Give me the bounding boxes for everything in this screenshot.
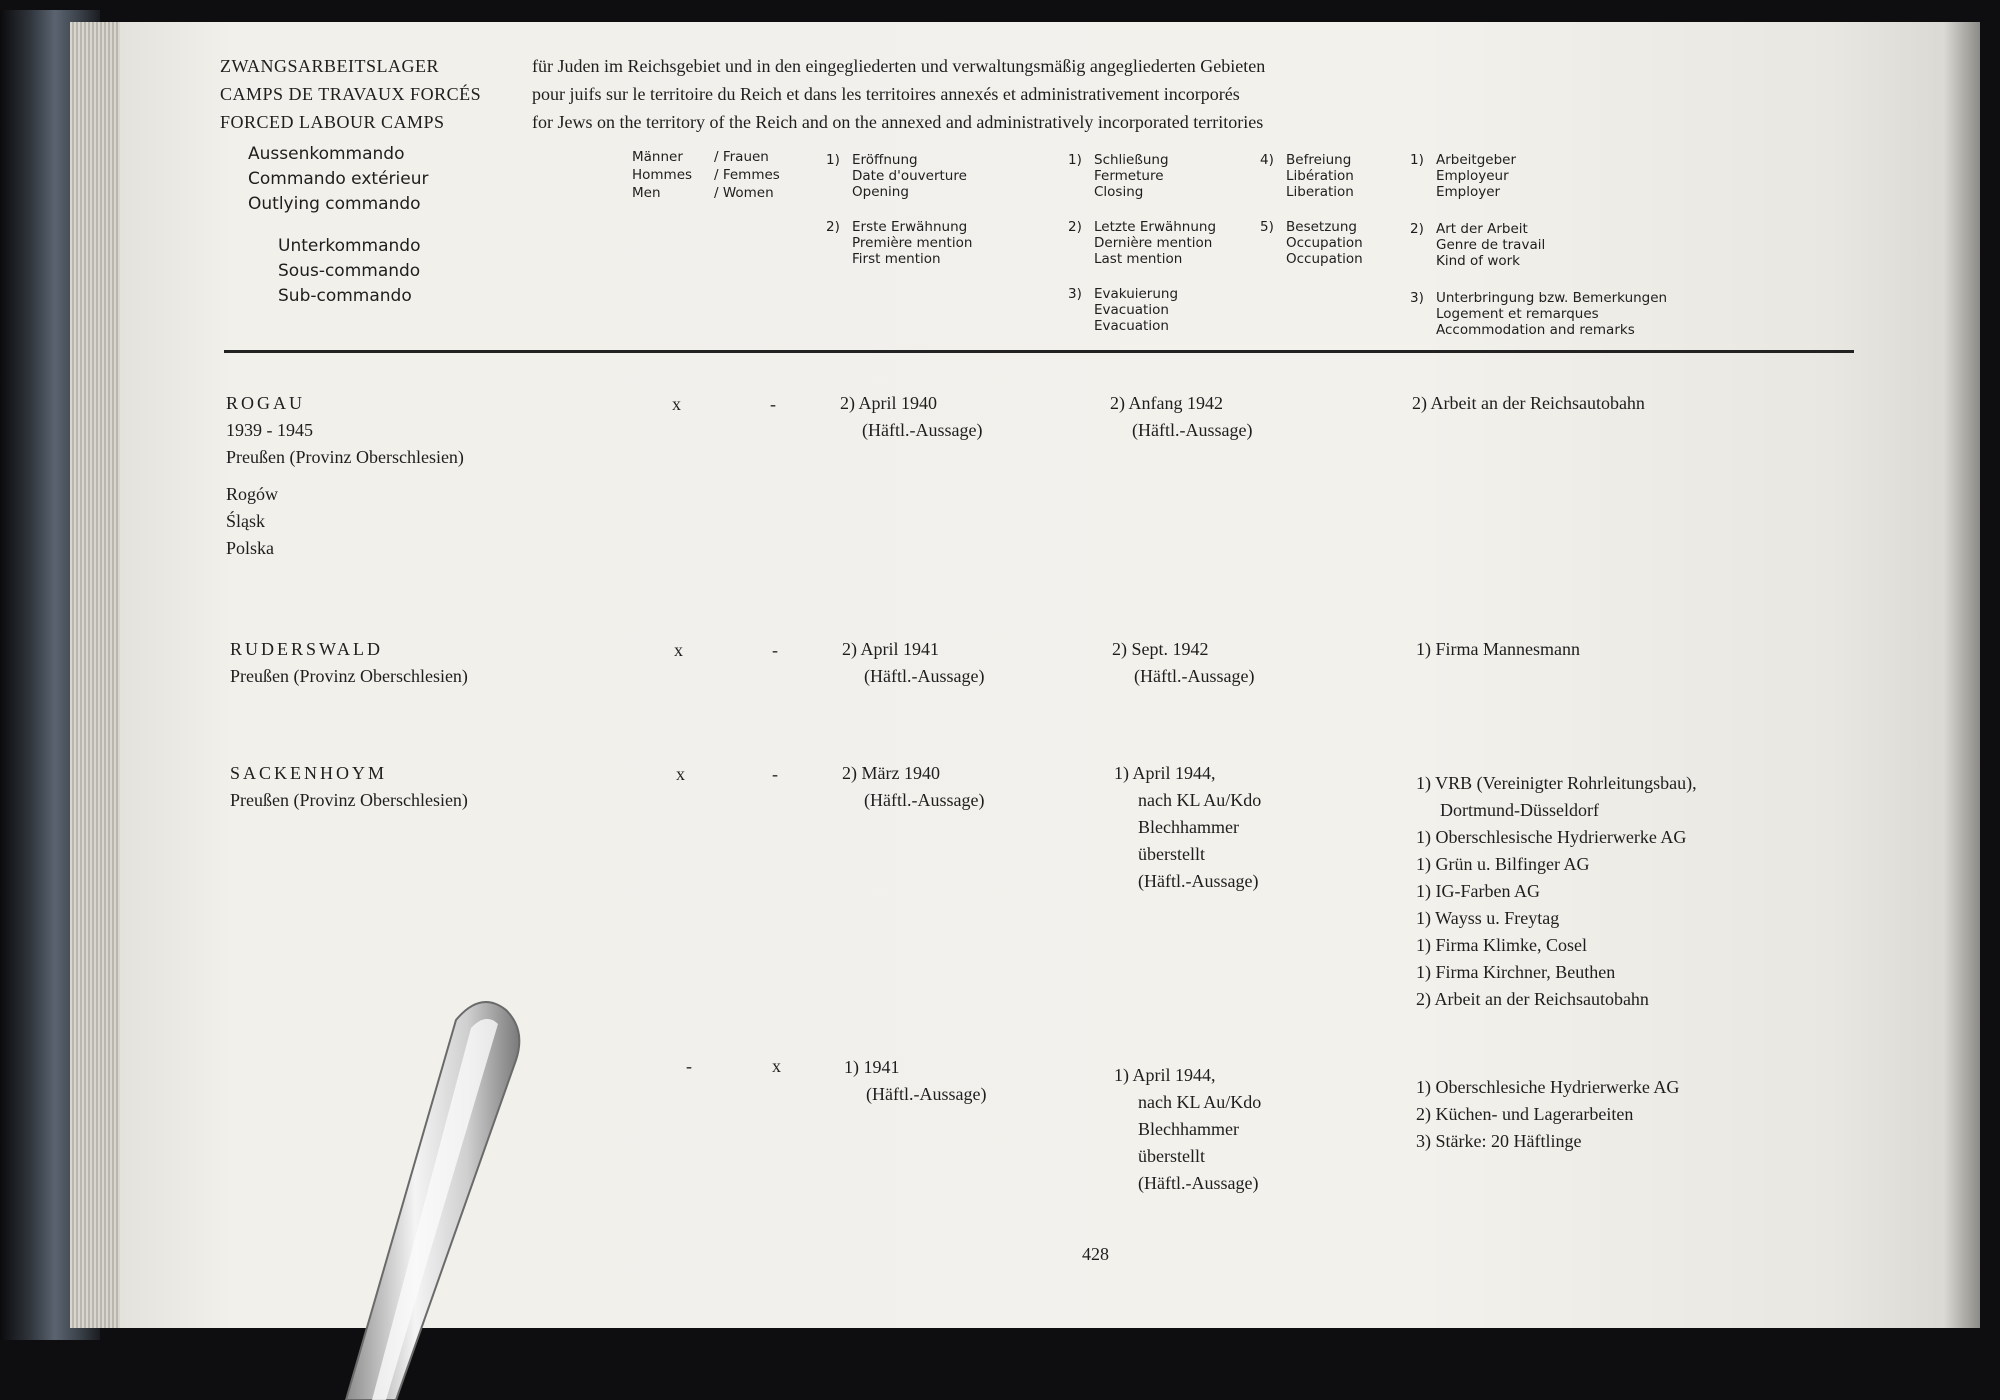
opening-info: 1) 1941 (Häftl.-Aussage) bbox=[844, 1057, 987, 1104]
women-mark: x bbox=[772, 1056, 781, 1076]
closing-info: 2) Anfang 1942 (Häftl.-Aussage) bbox=[1110, 393, 1253, 440]
legend-opening: 1) Eröffnung Date d'ouverture Opening bbox=[826, 152, 967, 200]
closing-info: 2) Sept. 1942 (Häftl.-Aussage) bbox=[1112, 639, 1255, 686]
header-rule bbox=[224, 350, 1854, 353]
work-info: 2) Arbeit an der Reichsautobahn bbox=[1412, 393, 1645, 413]
men-mark: x bbox=[674, 640, 683, 660]
commando-heading: Aussenkommando Commando extérieur Outlying commando bbox=[248, 144, 429, 214]
camp-entry-ruderswald bbox=[230, 636, 468, 690]
legend-occupation: 5) Besetzung Occupation Occupation bbox=[1260, 219, 1363, 267]
work-info: 1) Firma Mannesmann bbox=[1416, 639, 1580, 659]
legend-closing: 1) Schließung Fermeture Closing bbox=[1068, 152, 1169, 200]
legend-kind-of-work: 2) Art der Arbeit Genre de travail Kind of work bbox=[1410, 221, 1546, 269]
women-mark: - bbox=[772, 640, 778, 660]
closing-info: 1) April 1944, nach KL Au/Kdo Blechhammer überstellt (Häftl.-Aussage) bbox=[1114, 763, 1262, 891]
closing-info: 1) April 1944, nach KL Au/Kdo Blechhammer überstellt (Häftl.-Aussage) bbox=[1114, 1065, 1262, 1193]
women-mark: - bbox=[772, 764, 778, 784]
opening-info: 2) März 1940 (Häftl.-Aussage) bbox=[842, 763, 985, 810]
page-number: 428 bbox=[1082, 1244, 1109, 1264]
legend-employer: 1) Arbeitgeber Employeur Employer bbox=[1410, 152, 1517, 200]
men-mark: x bbox=[672, 394, 681, 414]
camp-name: ROGAU bbox=[226, 393, 306, 413]
work-info: 1) VRB (Vereinigter Rohrleitungsbau), Dortmund-Düsseldorf 1) Oberschlesische Hydrierwerke AG 1) Grün u. Bilfinger AG 1) IG-Farben AG 1) Wayss u. Freytag 1) Firma Klimke, Cosel 1) Firma Kirchner, Beuthen 2) Arbeit an der Reichsautobahn bbox=[1416, 773, 1697, 1009]
legend-accommodation: 3) Unterbringung bzw. Bemerkungen Logement et remarques Accommodation and remarks bbox=[1410, 290, 1668, 338]
page-title: ZWANGSARBEITSLAGER CAMPS DE TRAVAUX FORCÉS FORCED LABOUR CAMPS bbox=[220, 56, 482, 132]
men-mark: - bbox=[686, 1056, 692, 1076]
camp-entry-sackenhoym bbox=[230, 760, 468, 814]
page-subtitle: für Juden im Reichsgebiet und in den eingegliederten und verwaltungsmäßig angegliederten Gebieten pour juifs sur le territoire du Reich et dans les territoires annexés et administrativement incorporés for Jews on the territory of the Reich and on the annexed and administratively incorporated territories bbox=[532, 56, 1266, 132]
legend-last-mention: 2) Letzte Erwähnung Dernière mention Last mention bbox=[1068, 219, 1217, 267]
legend-sex: Männer / Frauen Hommes / Femmes Men / Women bbox=[632, 149, 780, 201]
camp-name: SACKENHOYM bbox=[230, 763, 388, 783]
camp-local-country: Polska bbox=[226, 538, 275, 558]
work-info: 1) Oberschlesiche Hydrierwerke AG 2) Küchen- und Lagerarbeiten 3) Stärke: 20 Häftlinge bbox=[1416, 1077, 1680, 1151]
page-gutter-shadow bbox=[1944, 22, 1980, 1328]
camp-local-name: Rogów bbox=[226, 484, 279, 504]
camp-region: Preußen (Provinz Oberschlesien) bbox=[230, 790, 468, 810]
camp-region: Preußen (Provinz Oberschlesien) bbox=[226, 447, 464, 467]
opening-info: 2) April 1941 (Häftl.-Aussage) bbox=[842, 639, 985, 686]
women-mark: - bbox=[770, 394, 776, 414]
legend-liberation: 4) Befreiung Libération Liberation bbox=[1260, 152, 1354, 200]
camp-period: 1939 - 1945 bbox=[226, 420, 313, 440]
men-mark: x bbox=[676, 764, 685, 784]
camp-entry-rogau bbox=[226, 390, 464, 562]
camp-region: Preußen (Provinz Oberschlesien) bbox=[230, 666, 468, 686]
camp-name: RUDERSWALD bbox=[230, 639, 384, 659]
opening-info: 2) April 1940 (Häftl.-Aussage) bbox=[840, 393, 983, 440]
legend-first-mention: 2) Erste Erwähnung Première mention First mention bbox=[826, 219, 973, 267]
camp-local-region: Śląsk bbox=[226, 511, 266, 531]
tweezer-icon bbox=[276, 980, 536, 1400]
subcommando-heading: Unterkommando Sous-commando Sub-commando bbox=[278, 236, 421, 306]
legend-evacuation: 3) Evakuierung Evacuation Evacuation bbox=[1068, 286, 1179, 334]
